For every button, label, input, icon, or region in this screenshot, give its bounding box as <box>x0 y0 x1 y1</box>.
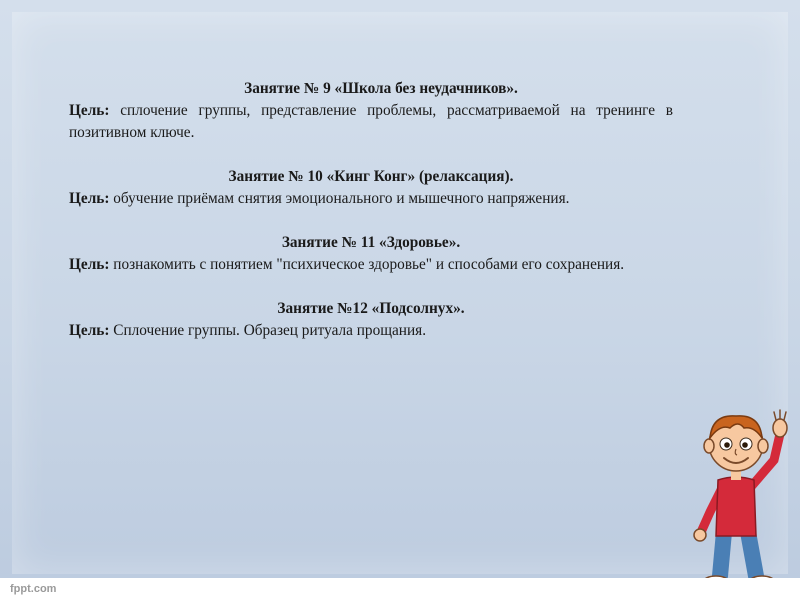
lesson-title: Занятие № 10 «Кинг Конг» (релаксация). <box>228 168 514 185</box>
goal-text: обучение приёмам снятия эмоционального и мышечного напряжения. <box>109 190 570 207</box>
goal-label: Цель: <box>69 322 110 339</box>
goal-text: Сплочение группы. Образец ритуала прощания. <box>109 322 427 339</box>
goal-label: Цель: <box>69 190 110 207</box>
lesson-goal <box>69 320 673 342</box>
lesson-goal <box>69 188 673 210</box>
goal-text: познакомить с понятием "психическое здоровье" и способами его сохранения. <box>109 256 625 273</box>
lesson-list <box>69 78 673 342</box>
lesson-title: Занятие № 9 «Школа без неудачников». <box>244 80 518 97</box>
goal-label: Цель: <box>69 102 110 119</box>
lesson-goal <box>69 100 673 144</box>
watermark: fppt.com <box>10 583 57 595</box>
goal-text: сплочение группы, представление проблемы, рассматриваемой на тренинге в позитивном ключе. <box>69 102 673 141</box>
lesson-block-10 <box>69 166 673 210</box>
goal-label: Цель: <box>69 256 110 273</box>
cartoon-boy-waving-icon <box>688 404 800 590</box>
lesson-goal <box>69 254 673 276</box>
lesson-title: Занятие № 11 «Здоровье». <box>281 234 461 251</box>
lesson-block-11 <box>69 232 673 276</box>
footer-bar <box>0 578 800 600</box>
lesson-block-9 <box>69 78 673 144</box>
lesson-block-12 <box>69 298 673 342</box>
lesson-title: Занятие №12 «Подсолнух». <box>277 300 465 317</box>
